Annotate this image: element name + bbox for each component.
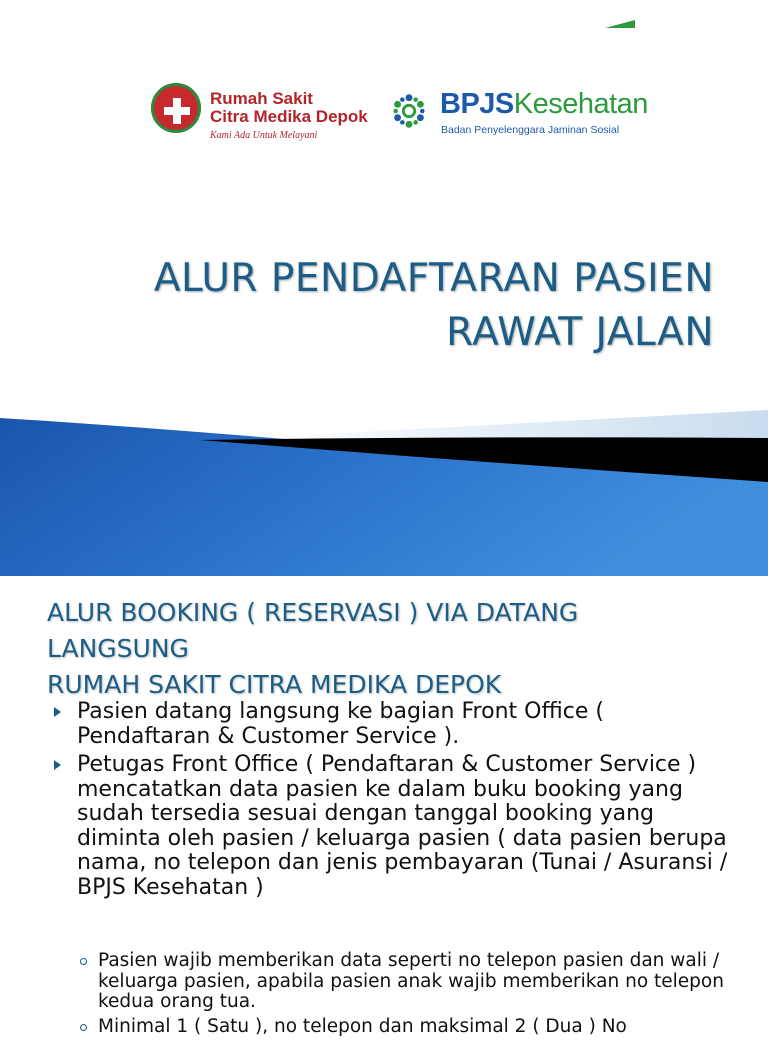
list-item: [78, 951, 728, 1013]
bpjs-logo-subtitle: Badan Penyelenggara Jaminan Sosial: [441, 124, 620, 136]
slide1-title-line2: RAWAT JALAN: [446, 310, 714, 355]
slide2-title-line2: LANGSUNG: [47, 634, 189, 663]
circle-bullet-icon: [80, 1024, 87, 1031]
slide1-title: [54, 252, 714, 360]
hospital-cross-icon: [164, 98, 190, 124]
list-item: [78, 1017, 728, 1038]
bpjs-kesehatan-logo: [388, 80, 648, 146]
circle-bullet-icon: [80, 958, 87, 965]
list-item: [52, 753, 742, 900]
list-item: [52, 700, 742, 749]
slide1-title-line1: ALUR PENDAFTARAN PASIEN: [153, 256, 714, 301]
bullet-text: Petugas Front Office ( Pendaftaran & Customer Service ) mencatatkan data pasien ke dalam buku booking yang sudah tersedia sesuai dengan tanggal booking yang diminta oleh pasien / keluarga pasien ( data pasien berupa nama, no telepon dan jenis pembayaran (Tunai / Asuransi / BPJS Kesehatan ): [77, 752, 728, 900]
rs-logo-line2: Citra Medika Depok: [210, 107, 368, 126]
bullet-list: [52, 700, 742, 904]
bpjs-logo-name: [440, 88, 648, 120]
bpjs-ring-icon: [390, 92, 428, 130]
sub-bullet-text: Pasien wajib memberikan data seperti no telepon pasien dan wali / keluarga pasien, apabila pasien anak wajib memberikan no telepon kedua orang tua.: [98, 950, 724, 1012]
slide2-title: [47, 595, 578, 703]
arrow-bullet-icon: [54, 707, 61, 717]
slide2-title-line1: ALUR BOOKING ( RESERVASI ) VIA DATANG: [47, 598, 579, 627]
corner-accent: [605, 20, 635, 28]
sub-bullet-text: Minimal 1 ( Satu ), no telepon dan maksimal 2 ( Dua ) No: [98, 1015, 627, 1037]
sub-bullet-list: [78, 951, 728, 1041]
bullet-text: Pasien datang langsung ke bagian Front Office ( Pendaftaran & Customer Service ).: [77, 699, 604, 749]
rs-logo-text: [210, 90, 368, 126]
logo-row: [150, 80, 648, 146]
rs-citra-medika-logo: [150, 80, 380, 146]
slide-booking: [0, 576, 768, 1037]
bpjs-logo-name-part1: BPJS: [440, 88, 514, 120]
arrow-bullet-icon: [54, 760, 61, 770]
rs-logo-line1: Rumah Sakit: [210, 89, 313, 108]
hospital-circle-icon: [151, 83, 201, 133]
decorative-swoosh: [0, 400, 768, 576]
bpjs-logo-name-part2: Kesehatan: [513, 88, 648, 120]
slide2-title-line3: RUMAH SAKIT CITRA MEDIKA DEPOK: [47, 670, 502, 699]
rs-logo-tagline: Kami Ada Untuk Melayani: [210, 130, 318, 141]
